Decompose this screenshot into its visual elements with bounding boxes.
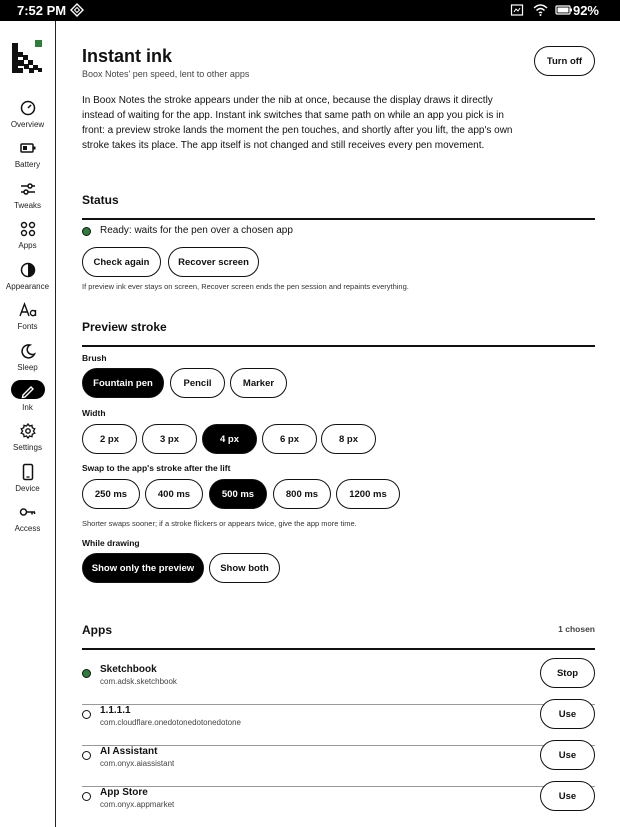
recover-screen-button[interactable]: Recover screen bbox=[168, 247, 259, 277]
moon-icon bbox=[18, 342, 38, 360]
sidebar-item-label: Apps bbox=[18, 241, 37, 250]
brush-fountain-pen-option[interactable]: Fountain pen bbox=[82, 368, 164, 398]
main-content bbox=[57, 21, 620, 827]
swap-400ms-option[interactable]: 400 ms bbox=[145, 479, 203, 509]
app-row-sketchbook bbox=[82, 664, 595, 705]
gauge-icon bbox=[18, 99, 38, 117]
sidebar-item-appearance[interactable] bbox=[0, 261, 55, 297]
app-row-ai-assistant bbox=[82, 746, 595, 787]
screenshot-icon bbox=[510, 3, 524, 22]
key-icon bbox=[18, 503, 38, 521]
app-name: 1.1.1.1 bbox=[100, 705, 131, 716]
sidebar-item-label: Settings bbox=[13, 443, 42, 452]
battery-status-icon bbox=[555, 3, 573, 22]
phone-icon bbox=[18, 463, 38, 481]
status-text: Ready: waits for the pen over a chosen app bbox=[100, 225, 293, 236]
preview-section-title: Preview stroke bbox=[82, 320, 167, 334]
app-package: com.adsk.sketchbook bbox=[100, 677, 177, 686]
app-use-button[interactable]: Use bbox=[540, 740, 595, 770]
sidebar-item-access[interactable] bbox=[0, 503, 55, 539]
sidebar-item-label: Device bbox=[15, 484, 40, 493]
pen-icon bbox=[18, 382, 38, 400]
sidebar-item-label: Ink bbox=[22, 403, 33, 412]
contrast-icon bbox=[18, 261, 38, 279]
swap-500ms-option[interactable]: 500 ms bbox=[209, 479, 267, 509]
swap-hint: Shorter swaps sooner; if a stroke flickers or appears twice, give the app more time. bbox=[82, 519, 357, 528]
app-chosen-dot bbox=[82, 669, 91, 678]
onyx-diamond-icon bbox=[70, 3, 84, 22]
app-chosen-dot bbox=[82, 710, 91, 719]
width-2px-option[interactable]: 2 px bbox=[82, 424, 137, 454]
apps-chosen-count: 1 chosen bbox=[558, 624, 595, 634]
sidebar-item-settings[interactable] bbox=[0, 422, 55, 458]
check-again-button[interactable]: Check again bbox=[82, 247, 161, 277]
app-use-button[interactable]: Use bbox=[540, 781, 595, 811]
wifi-icon bbox=[533, 3, 548, 22]
apps-section-title: Apps bbox=[82, 623, 112, 637]
sidebar-item-tweaks[interactable] bbox=[0, 180, 55, 216]
swap-800ms-option[interactable]: 800 ms bbox=[273, 479, 331, 509]
sidebar-item-apps[interactable] bbox=[0, 220, 55, 256]
app-package: com.onyx.appmarket bbox=[100, 800, 175, 809]
width-6px-option[interactable]: 6 px bbox=[262, 424, 317, 454]
sliders-icon bbox=[18, 180, 38, 198]
page-subtitle: Boox Notes' pen speed, lent to other apps bbox=[82, 69, 250, 79]
font-icon bbox=[18, 301, 38, 319]
sidebar-item-label: Sleep bbox=[17, 363, 38, 372]
sidebar-item-battery[interactable] bbox=[0, 139, 55, 175]
swap-250ms-option[interactable]: 250 ms bbox=[82, 479, 140, 509]
brush-pencil-option[interactable]: Pencil bbox=[170, 368, 225, 398]
sidebar-item-sleep[interactable] bbox=[0, 342, 55, 378]
gear-icon bbox=[18, 422, 38, 440]
width-4px-option[interactable]: 4 px bbox=[202, 424, 257, 454]
app-name: Sketchbook bbox=[100, 664, 157, 675]
swap-label: Swap to the app's stroke after the lift bbox=[82, 463, 231, 473]
battery-icon bbox=[18, 139, 38, 157]
sidebar-item-label: Battery bbox=[14, 160, 41, 169]
sidebar-item-fonts[interactable] bbox=[0, 301, 55, 337]
status-indicator-dot bbox=[82, 227, 91, 236]
width-label: Width bbox=[82, 408, 106, 418]
sidebar-item-label: Tweaks bbox=[13, 201, 42, 210]
clock: 7:52 PM bbox=[17, 3, 67, 18]
app-row-1111 bbox=[82, 705, 595, 746]
divider bbox=[82, 218, 595, 220]
drawing-label: While drawing bbox=[82, 538, 140, 548]
app-package: com.onyx.aiassistant bbox=[100, 759, 175, 768]
brush-marker-option[interactable]: Marker bbox=[230, 368, 287, 398]
app-stop-button[interactable]: Stop bbox=[540, 658, 595, 688]
sidebar-item-label: Access bbox=[14, 524, 41, 533]
width-8px-option[interactable]: 8 px bbox=[321, 424, 376, 454]
status-hint: If preview ink ever stays on screen, Recover screen ends the pen session and repaints everything. bbox=[82, 282, 409, 291]
divider bbox=[82, 345, 595, 347]
app-name: App Store bbox=[100, 787, 148, 798]
intro-text: In Boox Notes the stroke appears under the nib at once, because the display draws it directly instead of waiting for the app. Instant ink switches that same path on while an app you pick is in front: a preview stroke lands the moment the pen touches, and shortly after you lift, the app's own stroke takes its place. The app itself is not changed and still receives every pen movement. bbox=[82, 95, 513, 151]
sidebar-item-label: Overview bbox=[10, 120, 45, 129]
sidebar-item-ink[interactable] bbox=[0, 382, 55, 418]
app-package: com.cloudflare.onedotonedotonedotone bbox=[100, 718, 241, 727]
turn-off-button[interactable]: Turn off bbox=[534, 46, 595, 76]
sidebar bbox=[0, 21, 56, 827]
divider bbox=[82, 648, 595, 650]
sidebar-item-label: Fonts bbox=[17, 322, 38, 331]
app-row-app-store bbox=[82, 787, 595, 827]
width-3px-option[interactable]: 3 px bbox=[142, 424, 197, 454]
sidebar-item-overview[interactable] bbox=[0, 99, 55, 135]
battery-percent: 92% bbox=[572, 3, 599, 18]
show-only-preview-option[interactable]: Show only the preview bbox=[82, 553, 204, 583]
app-logo bbox=[12, 40, 44, 79]
sidebar-item-device[interactable] bbox=[0, 463, 55, 499]
app-chosen-dot bbox=[82, 751, 91, 760]
brush-label: Brush bbox=[82, 353, 107, 363]
swap-1200ms-option[interactable]: 1200 ms bbox=[336, 479, 400, 509]
sidebar-item-label: Appearance bbox=[5, 282, 50, 291]
app-use-button[interactable]: Use bbox=[540, 699, 595, 729]
apps-grid-icon bbox=[18, 220, 38, 238]
page-title: Instant ink bbox=[82, 46, 173, 66]
status-bar bbox=[0, 0, 620, 21]
app-chosen-dot bbox=[82, 792, 91, 801]
show-both-option[interactable]: Show both bbox=[209, 553, 280, 583]
status-section-title: Status bbox=[82, 193, 119, 207]
app-name: AI Assistant bbox=[100, 746, 158, 757]
